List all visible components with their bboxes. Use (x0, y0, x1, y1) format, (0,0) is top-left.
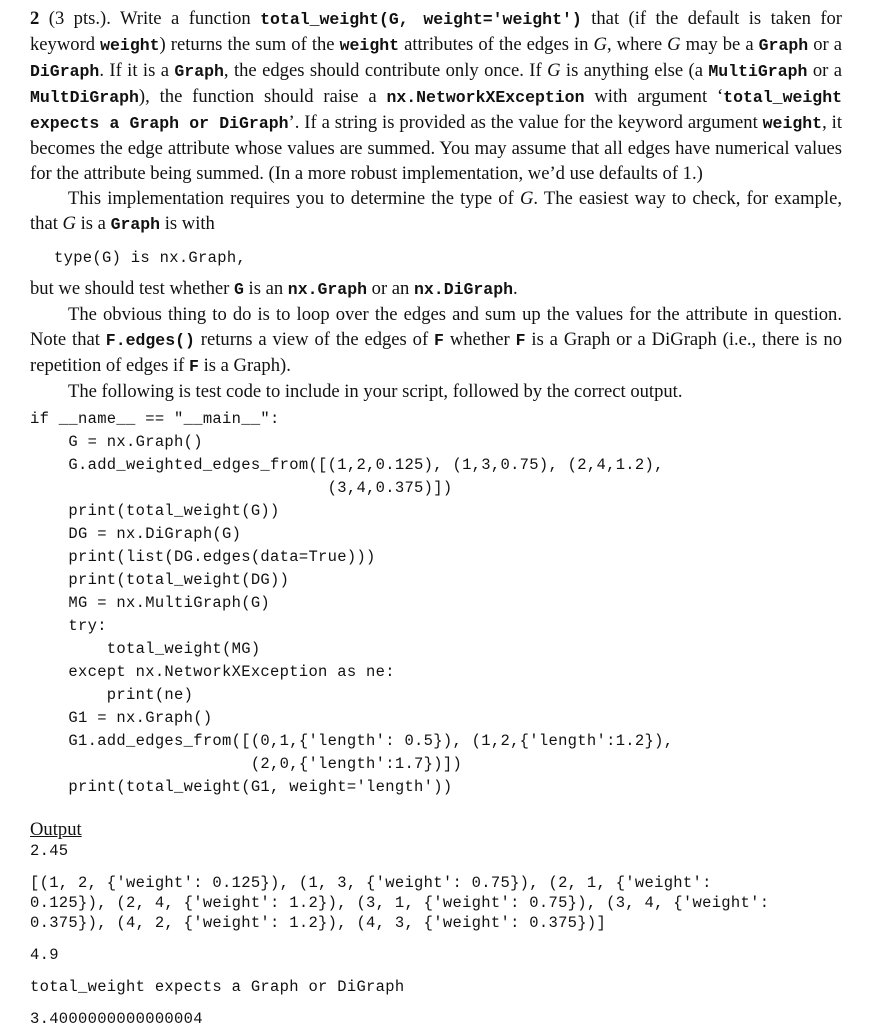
output-line: 4.9 (30, 946, 59, 964)
text-run: F (515, 331, 526, 350)
text-run: total_weight expects a Graph or DiGraph (30, 88, 842, 133)
text-run: Graph (174, 62, 224, 81)
output-line: 0.375}), (4, 2, {'weight': 1.2}), (4, 3, {'weight': 0.375})] (30, 914, 607, 932)
code-line: try: (30, 617, 107, 635)
code-line: print(list(DG.edges(data=True))) (30, 548, 376, 566)
text-run: MultiGraph (708, 62, 808, 81)
output-block (30, 841, 842, 1029)
text-run: G (233, 280, 244, 299)
code-line: DG = nx.DiGraph(G) (30, 525, 242, 543)
output-label: Output (30, 819, 82, 840)
edges-paragraph (30, 302, 842, 379)
problem-paragraph (30, 6, 842, 186)
text-run: nx.NetworkXException (386, 88, 585, 107)
text-run: , where (606, 34, 668, 55)
output-line: total_weight expects a Graph or DiGraph (30, 978, 405, 996)
code-line: except nx.NetworkXException as ne: (30, 663, 395, 681)
text-run: Graph (758, 36, 809, 55)
text-run: F (189, 357, 199, 376)
text-run: G (667, 34, 681, 55)
test-code-block (30, 408, 842, 799)
text-run: whether (443, 329, 516, 350)
output-line: 2.45 (30, 842, 69, 860)
type-check-paragraph (30, 186, 842, 237)
text-run: is a (75, 213, 111, 234)
code-line: if __name__ == "__main__": (30, 410, 280, 428)
text-run: The obvious thing to do is to loop over the edges and sum up the values for the attribute in question. Note that (30, 304, 842, 350)
text-run: ), the function should raise a (138, 86, 387, 107)
text-run: . If it is a (99, 60, 175, 81)
code-line: print(total_weight(DG)) (30, 571, 290, 589)
text-run: MultDiGraph (30, 88, 139, 107)
problem-points: (3 pts.). (48, 8, 111, 29)
text-run: F.edges() (105, 331, 195, 350)
code-line: (2,0,{'length':1.7})]) (30, 755, 463, 773)
test-code-intro (30, 379, 842, 404)
text-run: or an (367, 278, 414, 299)
text-run: is with (160, 213, 215, 234)
text-run: ) returns the sum of the (159, 34, 340, 55)
code-line: MG = nx.MultiGraph(G) (30, 594, 271, 612)
output-line: 0.125}), (2, 4, {'weight': 1.2}), (3, 1, {'weight': 0.75}), (3, 4, {'weight': (30, 894, 770, 912)
output-line: [(1, 2, {'weight': 0.125}), (1, 3, {'weight': 0.75}), (2, 1, {'weight': (30, 874, 712, 892)
document (30, 6, 842, 1029)
text-run: or a (807, 60, 842, 81)
text-run: Graph (110, 215, 161, 234)
code-line: G1 = nx.Graph() (30, 709, 213, 727)
text-run: may be a (680, 34, 759, 55)
code-line: print(total_weight(G)) (30, 502, 280, 520)
text-run: weight (339, 36, 400, 55)
text-run: that (if the default is taken for keyword (30, 8, 843, 55)
text-run: G (62, 213, 76, 234)
text-run: ’. If a string is provided as the value for the keyword argument (288, 112, 763, 133)
text-run: weight (100, 36, 160, 55)
text-run: . The easiest way to check, for example, that (30, 188, 843, 234)
text-run: total_weight(G, weight='weight') (260, 10, 582, 29)
code-line: G = nx.Graph() (30, 433, 203, 451)
text-run: G (593, 34, 607, 55)
code-line: print(total_weight(G1, weight='length')) (30, 778, 453, 796)
type-check-code: type(G) is nx.Graph, (54, 249, 247, 267)
text-run: attributes of the edges in (399, 34, 594, 55)
text-run: is anything else (a (560, 60, 709, 81)
text-run: is a Graph or a DiGraph (i.e., there is no repetition of edges if (30, 329, 842, 376)
text-run: Write a function (110, 8, 261, 29)
text-run: is a Graph). (198, 355, 291, 376)
code-line: print(ne) (30, 686, 194, 704)
code-line: total_weight(MG) (30, 640, 261, 658)
text-run: nx.Graph (287, 280, 368, 299)
text-run: weight (762, 114, 823, 133)
code-line: G1.add_edges_from([(0,1,{'length': 0.5}), (1,2,{'length':1.2}), (30, 732, 674, 750)
text-run: nx.DiGraph (414, 280, 514, 299)
output-line: 3.4000000000000004 (30, 1010, 203, 1028)
text-run: returns a view of the edges of (194, 329, 435, 350)
text-run: . (513, 278, 518, 299)
para1-body (30, 8, 842, 184)
code-line: G.add_weighted_edges_from([(1,2,0.125), (1,3,0.75), (2,4,1.2), (30, 456, 664, 474)
text-run: DiGraph (30, 62, 100, 81)
text-run: but we should test whether (30, 278, 234, 299)
text-run: This implementation requires you to determine the type of (68, 188, 520, 209)
text-run: G (547, 60, 561, 81)
text-run: with argument ‘ (584, 86, 724, 107)
text-run: is an (243, 278, 288, 299)
isinstance-paragraph (30, 276, 842, 302)
code-line: (3,4,0.375)]) (30, 479, 453, 497)
text-run: The following is test code to include in your script, followed by the correct output. (68, 381, 683, 402)
text-run: F (434, 331, 444, 350)
problem-number: 2 (30, 8, 40, 29)
text-run: G (519, 188, 534, 209)
text-run: or a (808, 34, 843, 55)
text-run: , the edges should contribute only once. If (223, 60, 548, 81)
text-run: , it becomes the edge attribute whose values are summed. You may assume that all edges have numerical values for the attribute being summed. (In a more robust implementation, we’d use defaults of 1.) (30, 112, 842, 184)
